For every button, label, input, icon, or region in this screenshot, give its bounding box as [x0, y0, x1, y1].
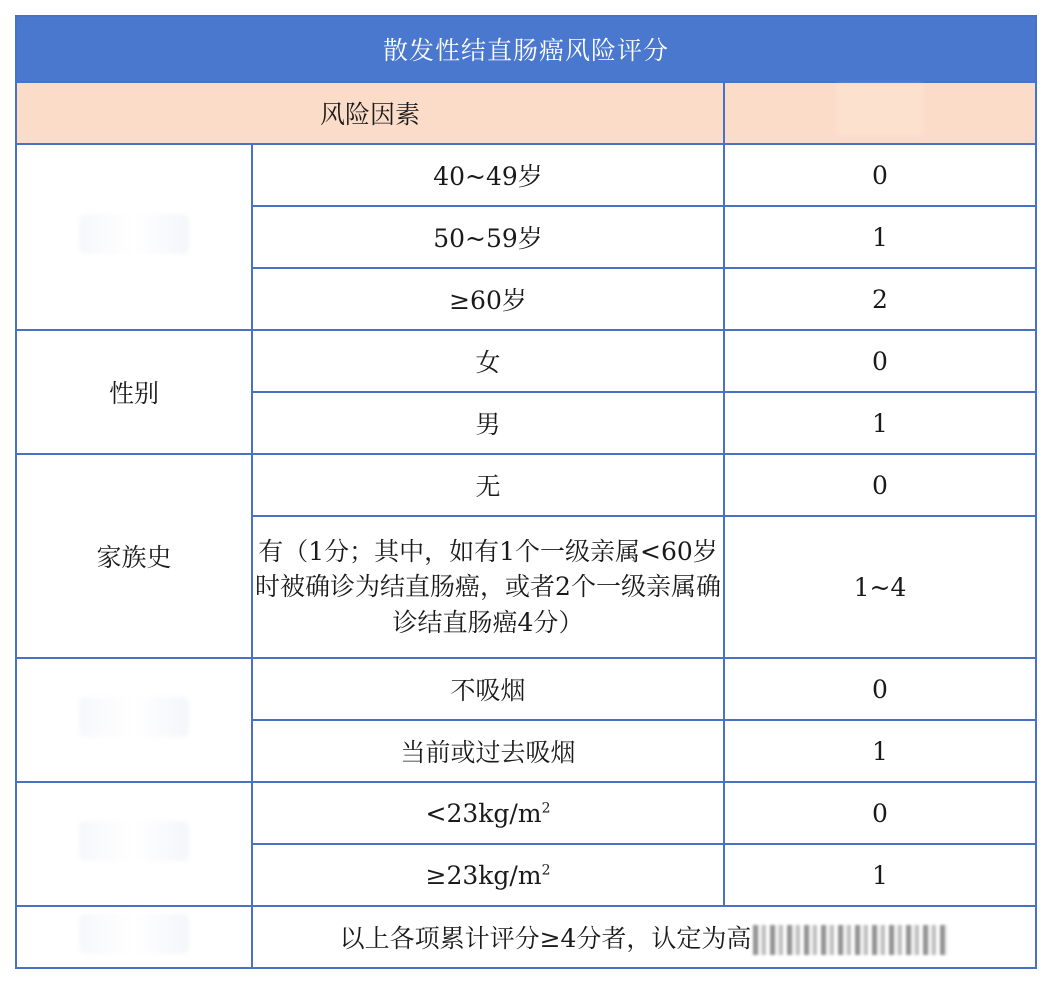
- family-item: 无: [252, 454, 724, 516]
- smoking-score: 0: [724, 658, 1036, 720]
- smoking-item: 不吸烟: [252, 658, 724, 720]
- age-obscured-label: [79, 214, 189, 254]
- header-score-cell: [724, 82, 1036, 144]
- bmi-category-cell: [16, 782, 252, 906]
- footer-note: 以上各项累计评分≥4分者，认定为高: [339, 923, 752, 953]
- footer-obscured-label: [79, 914, 189, 954]
- bmi-score: 0: [724, 782, 1036, 844]
- watermark-smudge: [753, 925, 948, 955]
- bmi-score: 1: [724, 844, 1036, 906]
- family-item-detail: 有（1分；其中，如有1个一级亲属<60岁时被确诊为结直肠癌，或者2个一级亲属确诊结直肠癌4分）: [252, 516, 724, 658]
- bmi-item-exponent: 2: [541, 862, 551, 879]
- smoking-category-cell: [16, 658, 252, 782]
- age-score: 0: [724, 144, 1036, 206]
- bmi-item-exponent: 2: [541, 800, 551, 817]
- bmi-item: [252, 844, 724, 906]
- smoking-score: 1: [724, 720, 1036, 782]
- sex-score: 1: [724, 392, 1036, 454]
- family-category-label: 家族史: [16, 454, 252, 658]
- header-obscured-area: [837, 85, 923, 135]
- smoking-item: 当前或过去吸烟: [252, 720, 724, 782]
- bmi-obscured-label: [79, 821, 189, 861]
- header-risk-factor: 风险因素: [16, 82, 724, 144]
- bmi-item-text: <23kg/m: [425, 798, 542, 828]
- age-score: 2: [724, 268, 1036, 330]
- age-item: 50~59岁: [252, 206, 724, 268]
- family-score: 0: [724, 454, 1036, 516]
- sex-item: 男: [252, 392, 724, 454]
- sex-category-label: 性别: [16, 330, 252, 454]
- age-item: ≥60岁: [252, 268, 724, 330]
- footer-left-cell: [16, 906, 252, 968]
- bmi-item-text: ≥23kg/m: [425, 860, 542, 890]
- bmi-item: [252, 782, 724, 844]
- table-title: 散发性结直肠癌风险评分: [16, 16, 1036, 82]
- footer-note-cell: [252, 906, 1036, 968]
- sex-item: 女: [252, 330, 724, 392]
- age-score: 1: [724, 206, 1036, 268]
- family-score: 1~4: [724, 516, 1036, 658]
- smoking-obscured-label: [79, 697, 189, 737]
- age-category-cell: [16, 144, 252, 330]
- risk-score-table: [15, 15, 1037, 969]
- sex-score: 0: [724, 330, 1036, 392]
- age-item: 40~49岁: [252, 144, 724, 206]
